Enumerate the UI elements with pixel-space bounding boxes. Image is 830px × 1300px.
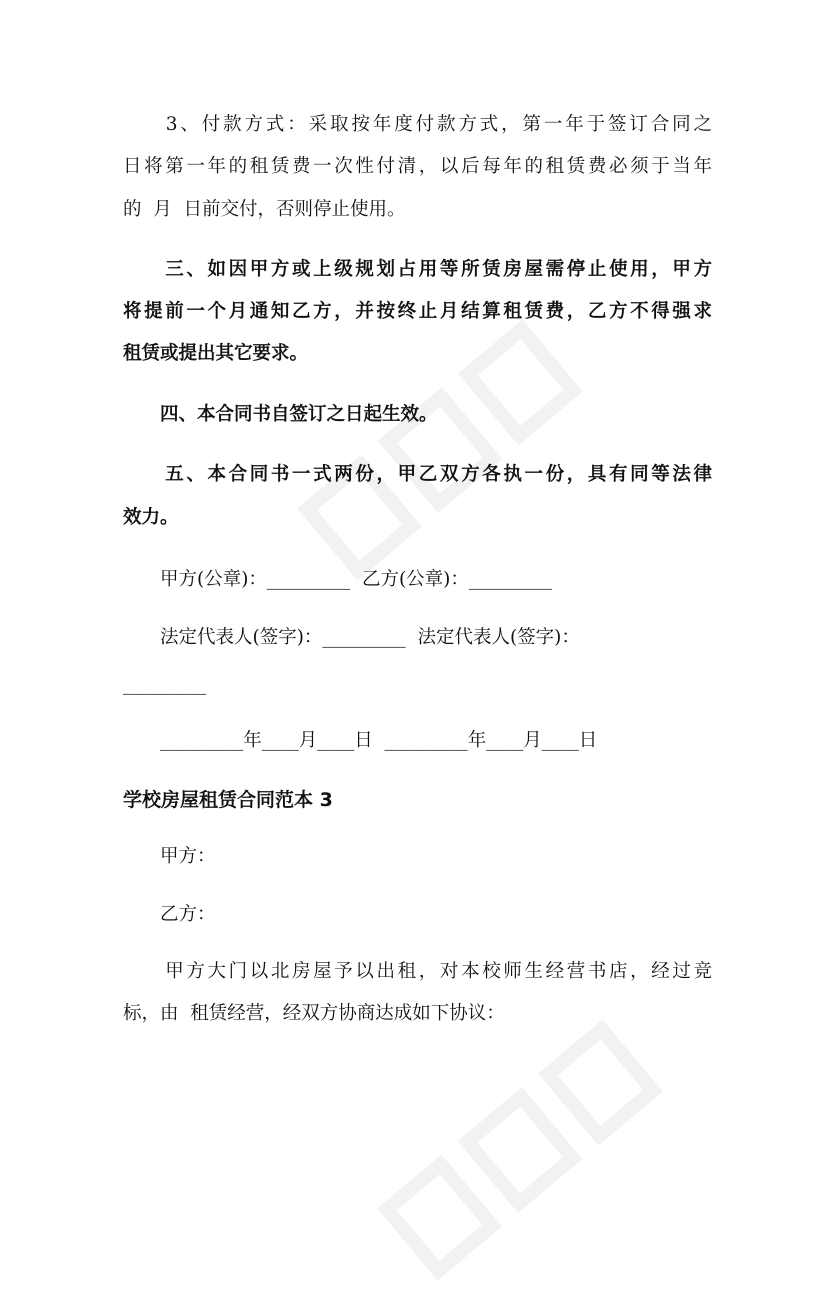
paragraph-line: 甲方大门以北房屋予以出租，对本校师生经营书店，经过竞 (123, 961, 712, 982)
date-line: _________年____月____日 _________年____月____日 (123, 730, 598, 751)
paragraph-line: 三、如因甲方或上级规划占用等所赁房屋需停止使用，甲方 (123, 259, 712, 280)
signature-blank: _________ (123, 674, 207, 695)
party-b-line: 乙方： (123, 904, 216, 925)
paragraph-line: 3、付款方式：采取按年度付款方式，第一年于签订合同之 (123, 114, 712, 135)
paragraph-line: 租赁或提出其它要求。 (123, 343, 309, 364)
paragraph-line: 五、本合同书一式两份，甲乙双方各执一份，具有同等法律 (123, 464, 712, 485)
paragraph-line: 的 月 日前交付，否则停止使用。 (123, 199, 406, 220)
section-heading: 学校房屋租赁合同范本 3 (123, 789, 333, 811)
paragraph-line: 将提前一个月通知乙方，并按终止月结算租赁费，乙方不得强求 (123, 301, 712, 322)
paragraph-line: 四、本合同书自签订之日起生效。 (123, 404, 438, 425)
paragraph-line: 标，由 租赁经营，经双方协商达成如下协议： (123, 1003, 505, 1024)
watermark-logo (360, 1000, 680, 1300)
paragraph-line: 日将第一年的租赁费一次性付清，以后每年的租赁费必须于当年 (123, 156, 712, 177)
signature-line-seal: 甲方(公章)：_________ 乙方(公章)：_________ (123, 569, 553, 590)
party-a-line: 甲方： (123, 846, 216, 867)
paragraph-line: 效力。 (123, 507, 179, 528)
signature-line-representative: 法定代表人(签字)：_________ 法定代表人(签字)： (123, 627, 580, 648)
